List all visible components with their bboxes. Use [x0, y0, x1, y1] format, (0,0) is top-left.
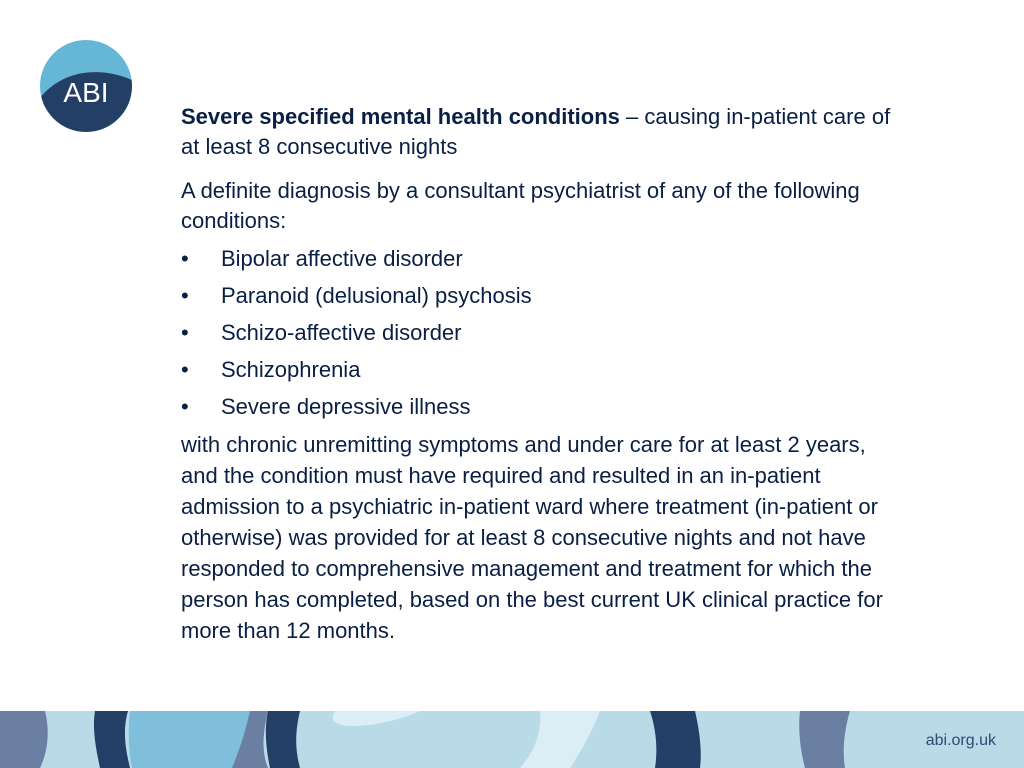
- list-item: [181, 314, 901, 351]
- condition-label: Severe depressive illness: [221, 394, 471, 419]
- abi-logo-text: ABI: [63, 77, 109, 108]
- list-item: [181, 240, 901, 277]
- bullet: •: [181, 246, 189, 271]
- conditions-list: [181, 240, 901, 425]
- footer-url[interactable]: abi.org.uk: [925, 732, 996, 749]
- condition-label: Bipolar affective disorder: [221, 246, 463, 271]
- abi-logo-mark: [40, 40, 132, 132]
- list-item: [181, 351, 901, 388]
- closing-paragraph: with chronic unremitting symptoms and under care for at least 2 years, and the condition must have required and resulted in an in-patient admission to a psychiatric in-patient ward where treatment (in-patient or otherwise) was provided for at least 8 consecutive nights and not have responded to comprehensive management and treatment for which the person has completed, based on the best current UK clinical practice for more than 12 months.: [181, 432, 883, 643]
- bullet: •: [181, 357, 189, 382]
- condition-label: Paranoid (delusional) psychosis: [221, 283, 532, 308]
- condition-label: Schizophrenia: [221, 357, 361, 382]
- footer-wave-graphic: [0, 711, 1024, 768]
- bullet: •: [181, 394, 189, 419]
- bullet: •: [181, 283, 189, 308]
- condition-label: Schizo-affective disorder: [221, 320, 462, 345]
- heading-bold: Severe specified mental health conditions: [181, 104, 620, 129]
- list-item: [181, 277, 901, 314]
- heading-rest: – causing in-patient care of at least 8 consecutive nights: [181, 104, 891, 159]
- intro-text: A definite diagnosis by a consultant psychiatrist of any of the following conditions:: [181, 178, 860, 233]
- slide-content: [181, 102, 901, 646]
- footer-banner: [0, 711, 1024, 768]
- list-item: [181, 388, 901, 425]
- slide-heading: [181, 102, 901, 162]
- bullet: •: [181, 320, 189, 345]
- abi-logo: [40, 40, 132, 132]
